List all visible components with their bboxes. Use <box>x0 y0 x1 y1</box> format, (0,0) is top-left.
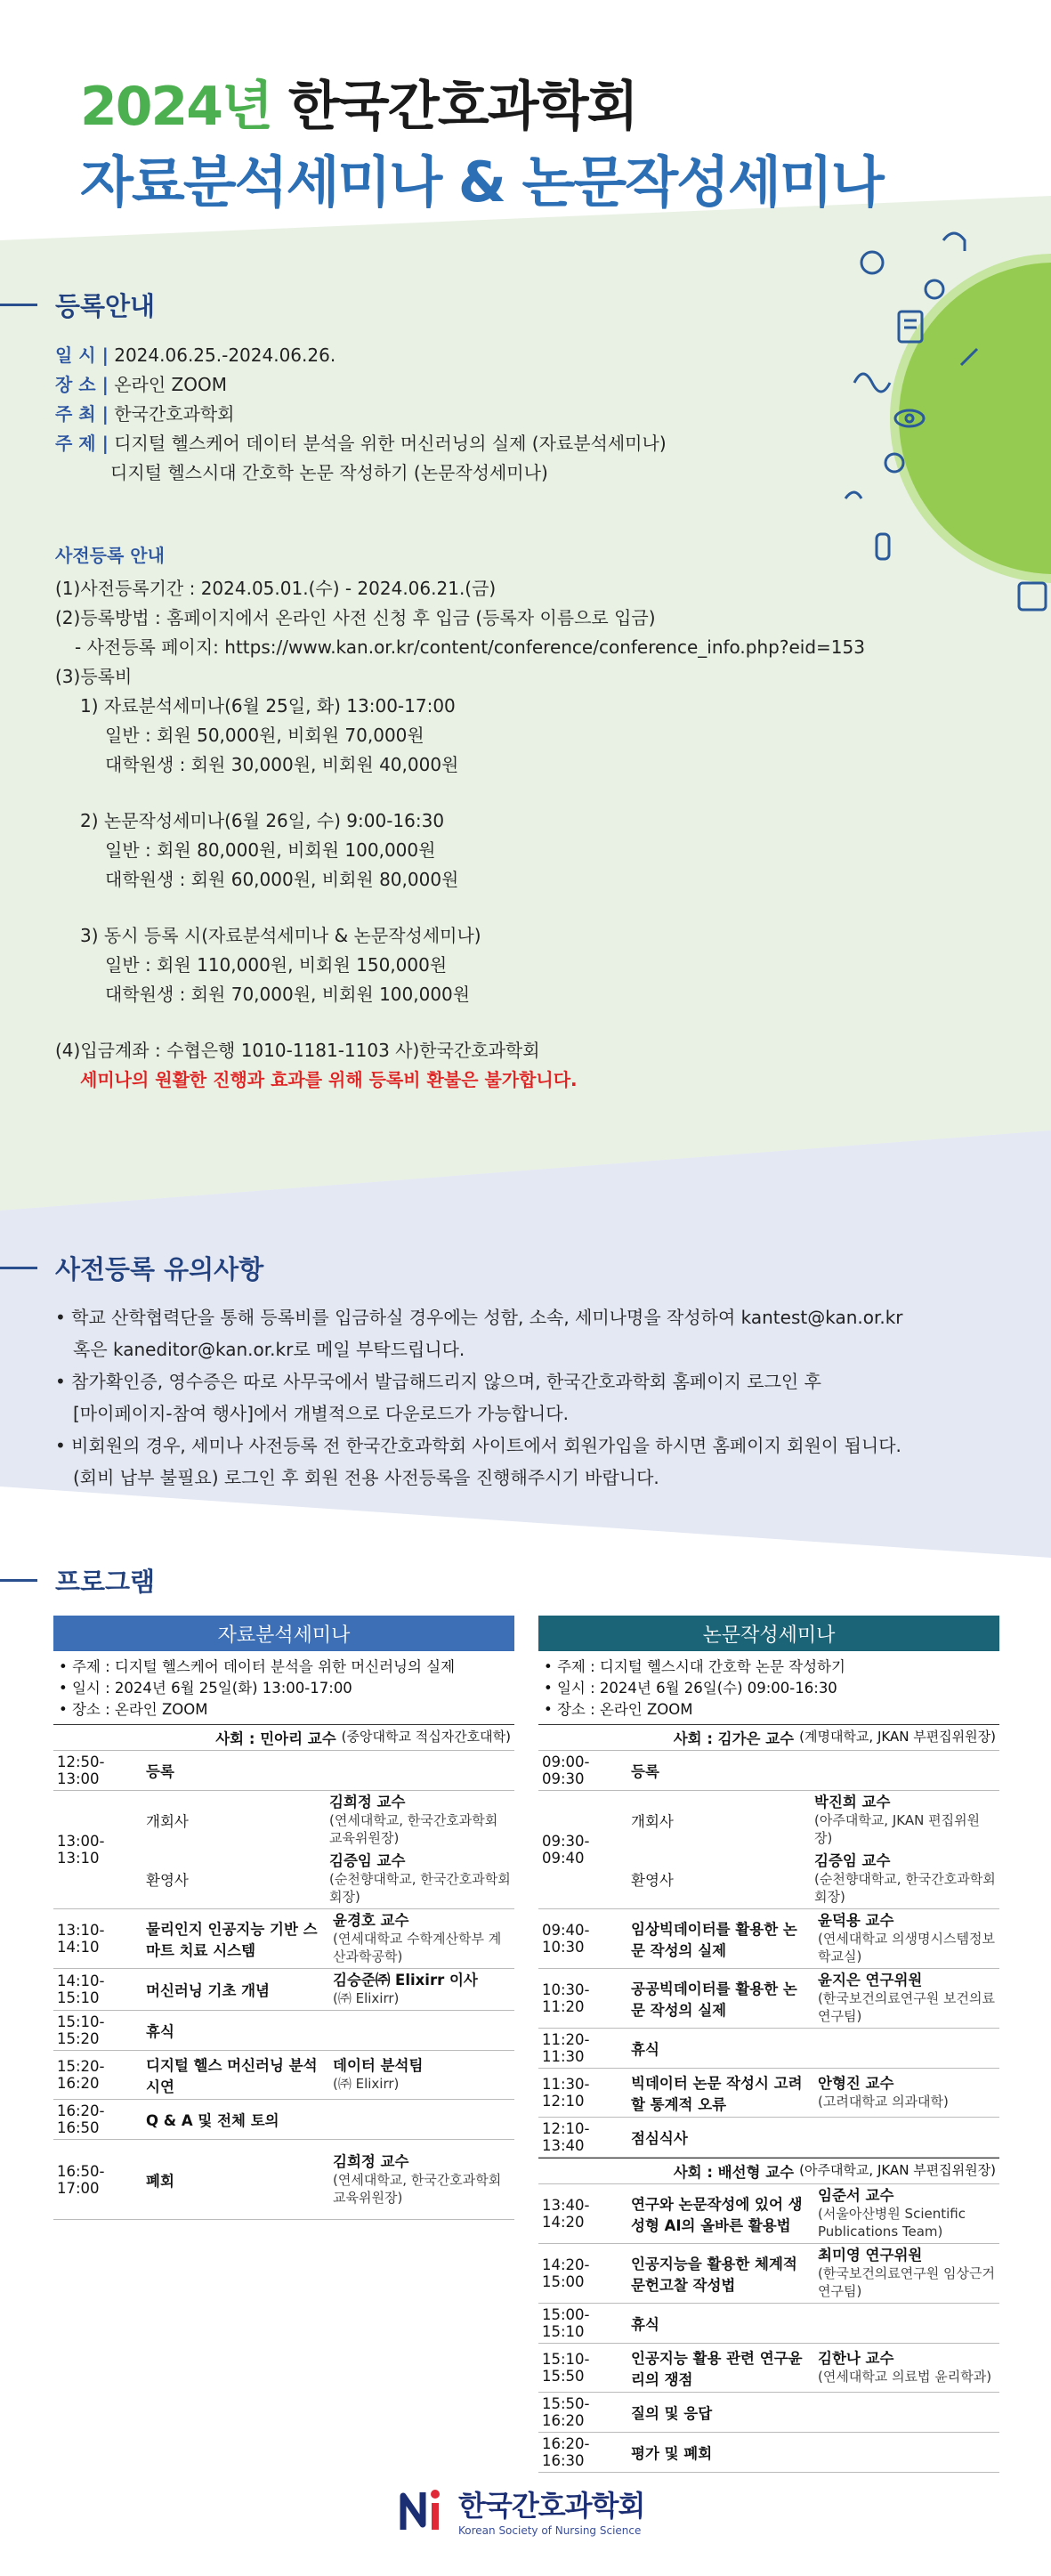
title-org: 한국간호과학회 <box>287 76 637 138</box>
table-row: 15:50-16:20 질의 및 응답 <box>538 2393 999 2433</box>
table-row: 15:10-15:50 인공지능 활용 관련 연구윤리의 쟁점 김한나 교수 (연세대학교 의료법 윤리학과) <box>538 2344 999 2393</box>
program-header: 자료분석세미나 <box>53 1616 514 1651</box>
table-row: 09:40-10:30 임상빅데이터를 활용한 논문 작성의 실제 윤덕용 교수 (연세대학교 의생명시스템정보학교실) <box>538 1909 999 1969</box>
refund-warning: 세미나의 원활한 진행과 효과를 위해 등록비 환불은 불가합니다. <box>80 1069 578 1090</box>
registration-page-link[interactable]: - 사전등록 페이지: https://www.kan.or.kr/content/conference/conference_info.php?eid=153 <box>75 636 865 658</box>
table-row: 10:30-11:20 공공빅데이터를 활용한 논문 작성의 실제 윤지은 연구위원 (한국보건의료연구원 보건의료연구팀) <box>538 1969 999 2029</box>
program-header: 논문작성세미나 <box>538 1616 999 1651</box>
logo-en: Korean Society of Nursing Science <box>458 2524 642 2537</box>
table-row: 16:20-16:30 평가 및 폐회 <box>538 2433 999 2473</box>
table-row: 09:00-09:30 등록 <box>538 1751 999 1791</box>
program-heading: 프로그램 <box>0 1562 155 1599</box>
logo-mark-icon <box>396 2483 449 2537</box>
table-row: 14:20-15:00 인공지능을 활용한 체계적 문헌고찰 작성법 최미영 연구위원 (한국보건의료연구원 임상근거연구팀) <box>538 2244 999 2304</box>
table-row: 14:10-15:10 머신러닝 기초 개념 김승준㈜ Elixirr 이사 (㈜ Elixirr) <box>53 1969 514 2011</box>
table-row: 16:50-17:00 폐회 김희정 교수 (연세대학교, 한국간호과학회 교육위원장) <box>53 2140 514 2220</box>
title-subtitle: 자료분석세미나 & 논문작성세미나 <box>80 150 883 215</box>
registration-heading: 등록안내 <box>0 287 155 323</box>
table-row: 15:10-15:20 휴식 <box>53 2011 514 2051</box>
table-row: 13:10-14:10 물리인지 인공지능 기반 스마트 치료 시스템 윤경호 교수 (연세대학교 수학계산학부 계산과학공학) <box>53 1909 514 1969</box>
table-row: 16:20-16:50 Q & A 및 전체 토의 <box>53 2100 514 2140</box>
note-2: • 참가확인증, 영수증은 따로 사무국에서 발급해드리지 않으며, 한국간호과학회 홈페이지 로그인 후 <box>55 1371 821 1392</box>
event-theme-1: 디지털 헬스케어 데이터 분석을 위한 머신러닝의 실제 (자료분석세미나) <box>114 433 667 454</box>
event-place: 온라인 ZOOM <box>114 374 227 395</box>
event-host: 한국간호과학회 <box>114 403 235 425</box>
event-date: 2024.06.25.-2024.06.26. <box>114 344 336 366</box>
notes-list: • 학교 산학협력단을 통해 등록비를 입금하실 경우에는 성함, 소속, 세미나명을 작성하여 kantest@kan.or.kr 혹은 kaneditor@kan.or.kr로 메일 부탁드립니다. • 참가확인증, 영수증은 따로 사무국에서 발급해드리지 않으며, 한국간호과학회 홈페이지 로그인 후 [마이페이지-참여 행사]에서 개별적으로 다운로드가 가능합니다. • 비회원의 경우, 세미나 사전등록 전 한국간호과학회 사이트에서 회원가입을 하시면 홈페이지 회원이 됩니다. (회비 납부 불필요) 로그인 후 회원 전용 사전등록을 진행해주시기 바랍니다. <box>55 1301 903 1494</box>
program-mc: 사회 : 민아리 교수 (중앙대학교 적십자간호대학) <box>53 1724 514 1751</box>
program-mc: 사회 : 배선형 교수 (아주대학교, JKAN 부편집위원장) <box>538 2158 999 2184</box>
program-paper-writing: 논문작성세미나 • 주제 : 디지털 헬스시대 간호학 논문 작성하기 • 일시 : 2024년 6월 26일(수) 09:00-16:30 • 장소 : 온라인 ZOOM 사회 : 김가은 교수 (계명대학교, JKAN 부편집위원장) 09:00-09:30 등록 09:30-09:40 개회사 박진희 교수 (아주대학교, JKAN 편집위원장) 환영사 김증임 교수 (순천향대학교, 한국간호과학회 회장) 09:40-10:30 임상빅데이터를 활용한 논문 작성의 실제 윤덕용 교수 (연세대학교 의생명시스템정보학교실) 10:30-11:20 공공빅데이터를 활용한 논문 작성의 실제 윤지은 연구위원 (한국보건의료연구원 보건의료연구팀) 11:20-11:30 휴식 11:30-12:10 빅데이터 논문 작성시 고려할 통계적 오류 안형진 교수 (고려대학교 의과대학) 12:10-13:40 점심식사 사회 : 배선형 교수 (아주대학교, JKAN 부편집위원장) 13:40-14:20 연구와 논문작성에 있어 생성형 AI의 올바른 활용법 임준서 교수 (서울아산병원 Scientific Publications Team) 14:20-15:00 인공지능을 활용한 체계적 문헌고찰 작성법 최미영 연구위원 (한국보건의료연구원 임상근거연구팀) 15:00-15:10 휴식 15:10-15:50 인공지능 활용 관련 연구윤리의 쟁점 김한나 교수 (연세대학교 의료법 윤리학과) 15:50-16:20 질의 및 응답 16:20-16:30 평가 및 폐회 <box>538 1616 999 2473</box>
event-theme-2: 디지털 헬스시대 간호학 논문 작성하기 (논문작성세미나) <box>110 462 548 483</box>
registration-info: 일 시 | 2024.06.25.-2024.06.26. 장 소 | 온라인 ZOOM 주 최 | 한국간호과학회 주 제 | 디지털 헬스케어 데이터 분석을 위한 머신러닝의 실제 (자료분석세미나) 디지털 헬스시대 간호학 논문 작성하기 (논문작성세미나) <box>55 341 667 488</box>
note-1: • 학교 산학협력단을 통해 등록비를 입금하실 경우에는 성함, 소속, 세미나명을 작성하여 kantest@kan.or.kr <box>55 1307 903 1328</box>
logo-kr: 한국간호과학회 <box>458 2489 645 2523</box>
table-row: 09:30-09:40 개회사 박진희 교수 (아주대학교, JKAN 편집위원장) 환영사 김증임 교수 (순천향대학교, 한국간호과학회 회장) <box>538 1791 999 1909</box>
table-row: 11:30-12:10 빅데이터 논문 작성시 고려할 통계적 오류 안형진 교수 (고려대학교 의과대학) <box>538 2069 999 2118</box>
table-row: 12:50-13:00 등록 <box>53 1751 514 1791</box>
table-row: 13:00-13:10 개회사 김희정 교수 (연세대학교, 한국간호과학회 교육위원장) 환영사 김증임 교수 (순천향대학교, 한국간호과학회 회장) <box>53 1791 514 1909</box>
table-row: 11:20-11:30 휴식 <box>538 2029 999 2069</box>
program-mc: 사회 : 김가은 교수 (계명대학교, JKAN 부편집위원장) <box>538 1724 999 1751</box>
table-row: 15:00-15:10 휴식 <box>538 2304 999 2344</box>
table-row: 15:20-16:20 디지털 헬스 머신러닝 분석 시연 데이터 분석팀 (㈜ Elixirr) <box>53 2051 514 2100</box>
note-3: • 비회원의 경우, 세미나 사전등록 전 한국간호과학회 사이트에서 회원가입을 하시면 홈페이지 회원이 됩니다. <box>55 1435 901 1456</box>
title-year: 2024년 <box>80 76 271 138</box>
page-title <box>80 71 883 223</box>
table-row: 12:10-13:40 점심식사 <box>538 2118 999 2158</box>
notes-heading: 사전등록 유의사항 <box>0 1250 263 1286</box>
table-row: 13:40-14:20 연구와 논문작성에 있어 생성형 AI의 올바른 활용법 임준서 교수 (서울아산병원 Scientific Publications Team) <box>538 2184 999 2244</box>
pre-registration: 사전등록 안내 (1)사전등록기간 : 2024.05.01.(수) - 2024.06.21.(금) (2)등록방법 : 홈페이지에서 온라인 사전 신청 후 입금 (등록자 이름으로 입금) - 사전등록 페이지: https://www.kan.or.kr/content/conference/conference_info.php?eid=153 (3)등록비 1) 자료분석세미나(6월 25일, 화) 13:00-17:00 일반 : 회원 50,000원, 비회원 70,000원 대학원생 : 회원 30,000원, 비회원 40,000원 2) 논문작성세미나(6월 26일, 수) 9:00-16:30 일반 : 회원 80,000원, 비회원 100,000원 대학원생 : 회원 60,000원, 비회원 80,000원 3) 동시 등록 시(자료분석세미나 & 논문작성세미나) 일반 : 회원 110,000원, 비회원 150,000원 대학원생 : 회원 70,000원, 비회원 100,000원 (4)입금계좌 : 수협은행 1010-1181-1103 사)한국간호과학회 세미나의 원활한 진행과 효과를 위해 등록비 환불은 불가합니다. <box>55 541 865 1095</box>
footer-logo <box>396 2483 644 2537</box>
program-data-analysis: 자료분석세미나 • 주제 : 디지털 헬스케어 데이터 분석을 위한 머신러닝의 실제 • 일시 : 2024년 6월 25일(화) 13:00-17:00 • 장소 : 온라인 ZOOM 사회 : 민아리 교수 (중앙대학교 적십자간호대학) 12:50-13:00 등록 13:00-13:10 개회사 김희정 교수 (연세대학교, 한국간호과학회 교육위원장) 환영사 김증임 교수 (순천향대학교, 한국간호과학회 회장) 13:10-14:10 물리인지 인공지능 기반 스마트 치료 시스템 윤경호 교수 (연세대학교 수학계산학부 계산과학공학) 14:10-15:10 머신러닝 기초 개념 김승준㈜ Elixirr 이사 (㈜ Elixirr) 15:10-15:20 휴식 15:20-16:20 디지털 헬스 머신러닝 분석 시연 데이터 분석팀 (㈜ Elixirr) 16:20-16:50 Q & A 및 전체 토의 16:50-17:00 폐회 김희정 교수 (연세대학교, 한국간호과학회 교육위원장) <box>53 1616 514 2220</box>
